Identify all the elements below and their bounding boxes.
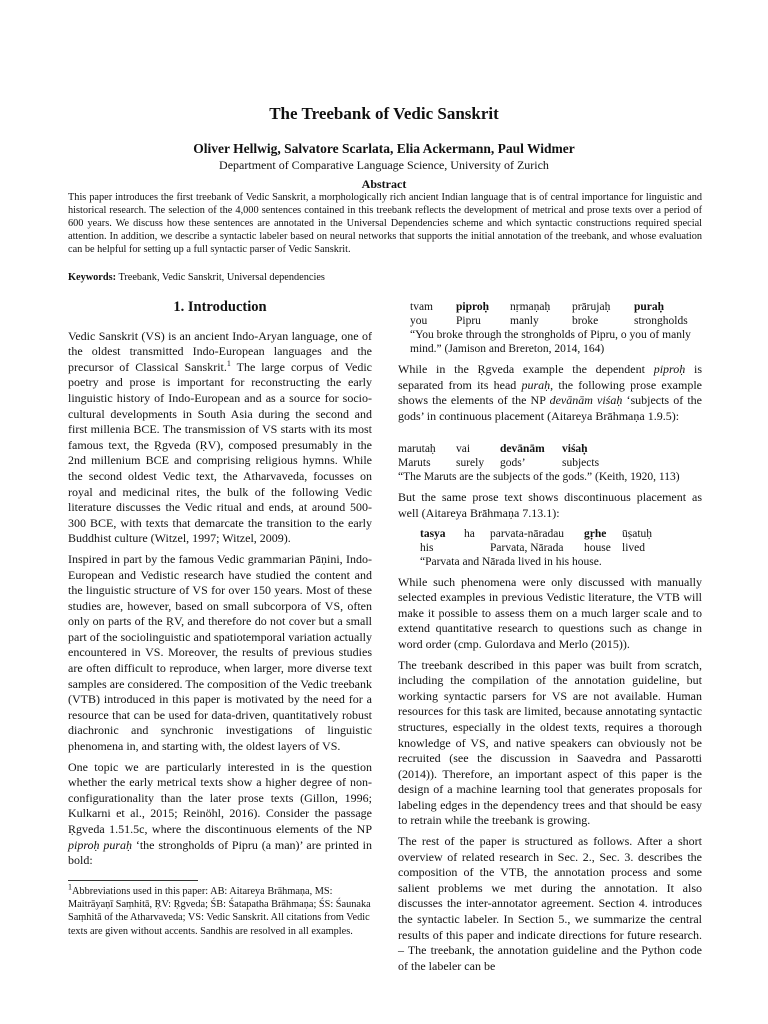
paragraph-vtb-scale: While such phenomena were only discussed with manually selected examples in previous Vedistic literature, the VTB will make it possible to assess them on a much larger scale and to extend quantitative research to questions such as change in word order (cmp. Gulordava and Merlo (2015)).: [398, 574, 702, 651]
section-heading-introduction: 1. Introduction: [173, 299, 267, 315]
intro-paragraph-1: Vedic Sanskrit (VS) is an ancient Indo-Aryan language, one of the oldest transmitted Indo-European languages and the precursor of Classical Sanskrit.$^1$ The large corpus of Vedic poetry and prose is important for reconstructing the early linguistic history of Indo-European and as a source for socio-cultural developments in South Asia during the second and first millenia BCE. The transmission of VS starts with its most famous text, the Ṛgveda (ṚV), composed presumably in the 2nd millenium BCE and comprising religious hymns. While the second oldest Vedic text, the Atharvaveda, focusses on royal and medicinal rites, the bulk of the following Vedic literature discusses the Vedic ritual and ends, at around 500-300 BCE, with texts that demarcate the transition to the early Buddhist culture (Witzel, 1997; Witzel, 2009).: [68, 328, 372, 546]
intro-paragraph-3: One topic we are particularly interested in is the question whether the early metrical texts show a higher degree of non-configurationality than the later prose texts (Gillon, 1996; Kulkarni et al., 2015; Reinöhl, 2016). Consider the passage Ṛgveda 1.51.5c, where the discontinuous elements of the NP piproḥ puraḥ ‘the strongholds of Pipru (a man)’ are printed in bold:: [68, 759, 373, 868]
paper-title: The Treebank of Vedic Sanskrit: [269, 104, 499, 123]
affiliation: Department of Comparative Language Science, University of Zurich: [219, 158, 549, 172]
gloss-word: piproḥ: [456, 301, 490, 313]
abstract-heading: Abstract: [361, 177, 407, 191]
gloss-word: ha: [464, 527, 475, 540]
gloss-word: gṛhe: [584, 527, 607, 540]
paragraph-treebank-built: The treebank described in this paper was built from scratch, including the compilation of the annotation guideline, but working syntactic parsers for VS are not available. Human resources for this task are limited, because annotating syntactic structures, especially in the oldest texts, requires a thorough knowledge of VS, and native speakers can obviously not be recruited (see the discussion in Saavedra and Passarotti (2014)). Therefore, an important aspect of this paper is the design of a machine learning tool that generates proposals for labeling edges in the dependency trees and that should be easy to retrain while the treebank is growing.: [398, 657, 702, 828]
example-rigveda: [398, 300, 702, 328]
gloss-translation-word: Pipru: [456, 315, 481, 327]
keywords: [68, 272, 702, 283]
gloss-word: vai: [456, 443, 471, 456]
footnote-1: $^1$Abbreviations used in this paper: AB: Aitareya Brāhmaṇa, MS: Maitrāyaṇī Saṃhitā, ṚV: Ṛgveda; ŚB: Śatapatha Brāhmaṇa; ŚS: Śaunaka Saṃhitā of the Atharvaveda; VS: Vedic Sanskrit. All citations from Vedic texts are given without accents. Sandhis are resolved in all examples.: [68, 882, 371, 937]
gloss-translation-word: Parvata, Nārada: [490, 541, 564, 554]
gloss-word: viśaḥ: [562, 443, 588, 456]
gloss-translation-word: Maruts: [398, 457, 431, 470]
gloss-word: marutaḥ: [398, 443, 436, 456]
gloss-translation-word: manly: [510, 315, 539, 327]
example-aitareya-2: [398, 527, 702, 555]
example-aitareya-1: [398, 442, 702, 470]
gloss-word: puraḥ: [634, 301, 665, 313]
gloss-translation-word: lived: [622, 541, 645, 554]
paragraph-discontinuous: But the same prose text shows discontinuous placement as well (Aitareya Brāhmaṇa 7.13.1):: [398, 490, 702, 520]
gloss-translation-word: gods’: [500, 457, 526, 470]
gloss-translation-word: [464, 541, 490, 555]
abstract-text: This paper introduces the first treebank of Vedic Sanskrit, a morphologically rich ancient Indian language that is of central importance for linguistic and historical research. The selection of the 4,000 sentences contained in this treebank reflects the development of metrical and prose texts over a period of 600 years. We discuss how these sentences are annotated in the Universal Dependencies scheme and which syntactic constructions required special attention. In addition, we describe a syntactic labeler based on neural networks that supports the initial annotation of the treebank, and whose evaluation can be helpful for setting up a full syntactic parser of Vedic Sanskrit.: [68, 192, 702, 256]
paragraph-prose-example: While in the Ṛgveda example the dependent piproḥ is separated from its head puraḥ, the following prose example shows the elements of the NP devānām viśaḥ ‘subjects of the gods’ in continuous placement (Aitareya Brāhmaṇa 1.9.5):: [398, 362, 703, 423]
gloss-translation-word: subjects: [562, 457, 600, 470]
gloss-translation-word: house: [584, 541, 611, 554]
gloss-word: parvata-nāradau: [490, 527, 565, 540]
gloss-word: nṛmaṇaḥ: [510, 301, 551, 313]
example-aitareya-1-translation: “The Maruts are the subjects of the gods.” (Keith, 1920, 113): [398, 471, 680, 484]
gloss-word: tvam: [410, 301, 433, 313]
gloss-word: devānām: [500, 443, 545, 456]
example-aitareya-2-translation: “Parvata and Nārada lived in his house.: [420, 555, 602, 568]
gloss-word: prārujaḥ: [572, 301, 611, 313]
footnote-marker[interactable]: 1: [226, 358, 231, 368]
right-column: [398, 300, 702, 979]
intro-paragraph-2: Inspired in part by the famous Vedic grammarian Pāṇini, Indo-European and Vedistic research have studied the content and the linguistic structure of VS for over 150 years. Most of these studies are, however, based on small subcorpora of VS, often only on parts of the ṚV, and therefore do not cover but a small part of the sociolinguistic and spatiotemporal variation actually encountered in VS. Moreover, the results of previous studies are often difficult to reproduce, when larger, more diverse text samples are considered. The composition of the Vedic treebank (VTB) introduced in this paper is motivated by the need for a resource that can be used for data-driven, quantitatively robust diachronic and synchronic investigations of linguistic phenomena in, and starting with, the oldest layers of VS.: [68, 551, 372, 754]
gloss-word: ūṣatuḥ: [622, 527, 653, 540]
gloss-translation-word: his: [420, 541, 434, 554]
gloss-translation-word: strongholds: [634, 315, 688, 327]
gloss-word: tasya: [420, 527, 446, 540]
gloss-translation-word: broke: [572, 315, 599, 327]
keywords-text: Treebank, Vedic Sanskrit, Universal dependencies: [118, 272, 325, 283]
example-rigveda-translation: “You broke through the strongholds of Pipru, o you of manly mind.” (Jamison and Brereton, 2014, 164): [410, 329, 691, 355]
keywords-label: Keywords:: [68, 272, 117, 283]
gloss-translation-word: you: [410, 315, 428, 327]
left-column: [68, 300, 372, 874]
gloss-translation-word: surely: [456, 457, 485, 470]
paragraph-structure: The rest of the paper is structured as follows. After a short overview of related research in Sec. 2., Sec. 3. describes the composition of the VTB, the annotation process and some salient problems we met during the annotation. It also discusses the inter-annotator agreement. Section 4. introduces the syntactic labeler. In Section 5., we summarize the central results of this paper and indicate directions for future research. – The treebank, the annotation guideline and the Python code of the labeler can be: [398, 834, 702, 973]
author-list: Oliver Hellwig, Salvatore Scarlata, Elia Ackermann, Paul Widmer: [193, 141, 575, 156]
footnote-rule: [68, 880, 198, 881]
